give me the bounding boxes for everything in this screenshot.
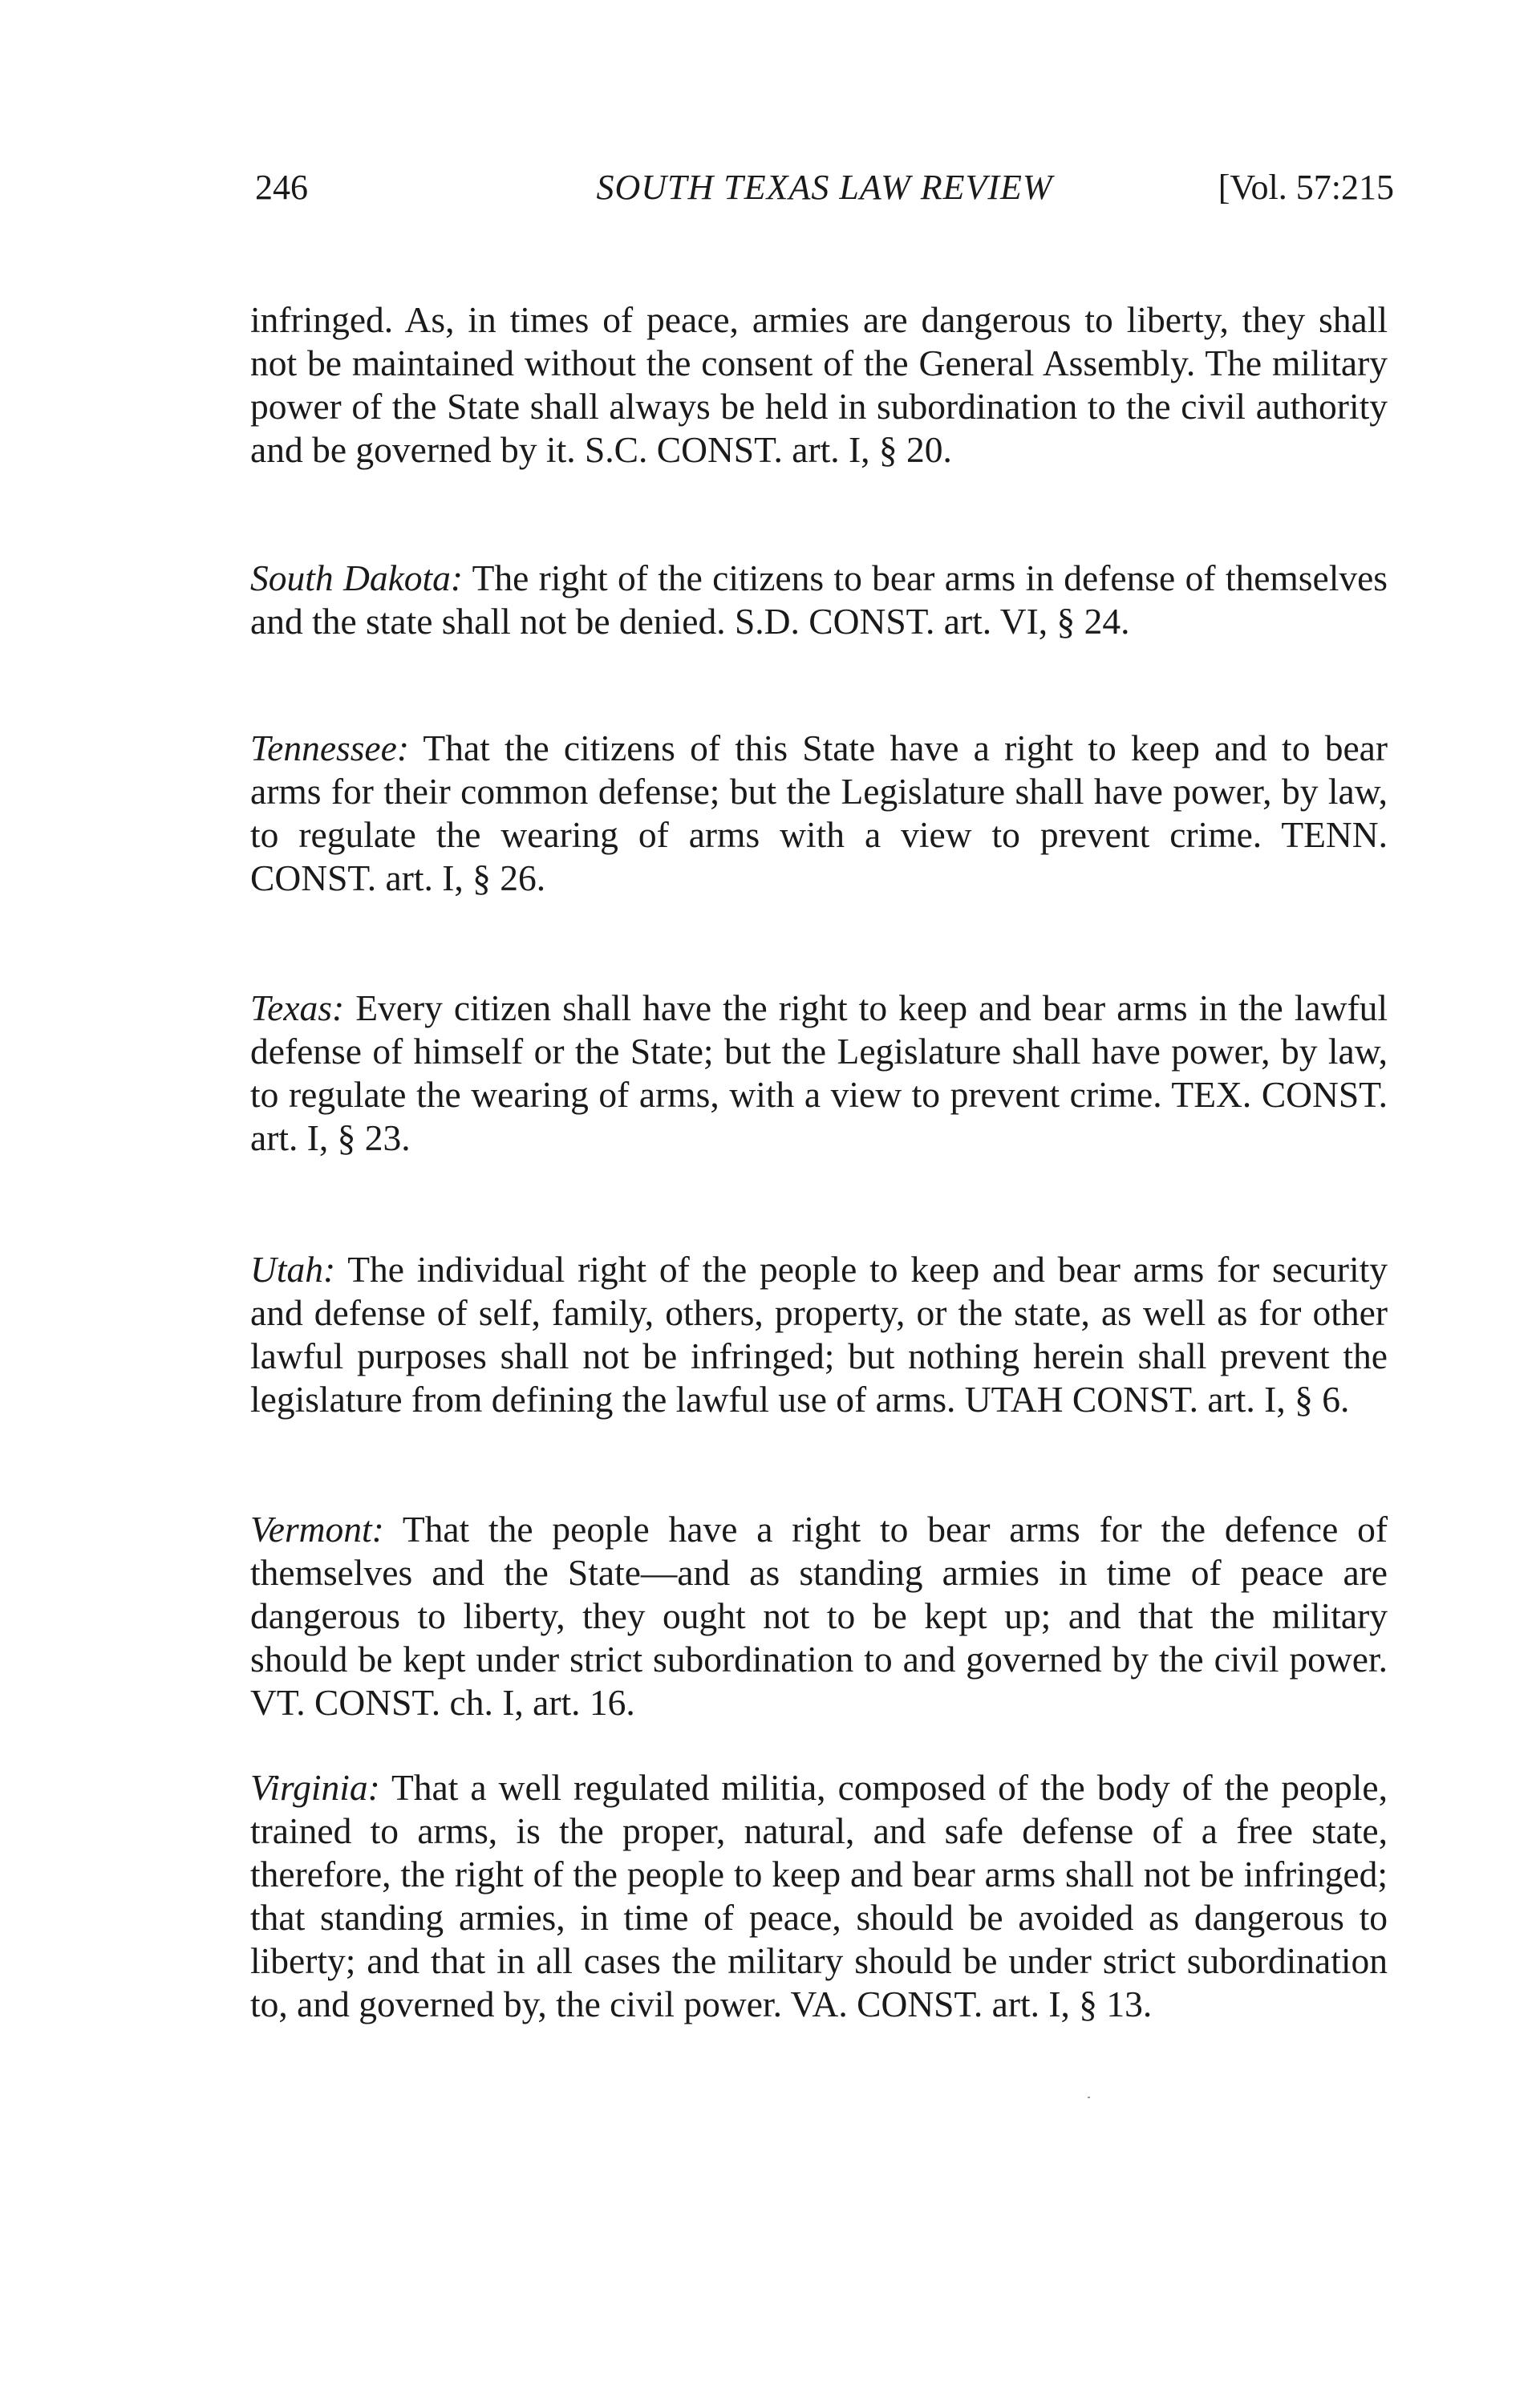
citation: UTAH CONST. art. I, § 6. bbox=[964, 1379, 1350, 1420]
paragraph-tennessee bbox=[250, 727, 1388, 900]
paragraph-virginia bbox=[250, 1766, 1388, 2026]
citation: S.C. CONST. art. I, § 20. bbox=[584, 429, 952, 470]
citation: TEX. CONST. art. I, § 23. bbox=[250, 1074, 1388, 1158]
provision-text: The individual right of the people to keep and bear arms for security and defense of self, family, others, property, or the state, as well as for other lawful purposes shall not be infringed; but nothing herein shall prevent the legislature from defining the lawful use of arms. bbox=[250, 1249, 1388, 1420]
journal-title: SOUTH TEXAS LAW REVIEW bbox=[596, 168, 1053, 207]
citation: S.D. CONST. art. VI, § 24. bbox=[734, 601, 1130, 642]
state-name: Texas: bbox=[250, 987, 345, 1028]
provision-text: infringed. As, in times of peace, armies are dangerous to liberty, they shall not be maintained without the consent of the General Assembly. The military power of the State shall always be held in subordination to the civil authority and be governed by it. bbox=[250, 299, 1388, 470]
page-number: 246 bbox=[255, 168, 308, 207]
provision-text: That the people have a right to bear arms for the defence of themselves and the State—and as standing armies in time of peace are dangerous to liberty, they ought not to be kept up; and that the military should be kept under strict subordination to and governed by the civil power. bbox=[250, 1509, 1388, 1680]
state-name: Virginia: bbox=[250, 1767, 380, 1808]
provision-text: That the citizens of this State have a right to keep and to bear arms for their common defense; but the Legislature shall have power, by law, to regulate the wearing of arms with a view to prevent crime. bbox=[250, 727, 1388, 855]
scan-speck bbox=[1088, 2097, 1090, 2098]
paragraph-utah bbox=[250, 1248, 1388, 1421]
state-name: Tennessee: bbox=[250, 727, 409, 768]
provision-text: The right of the citizens to bear arms in defense of themselves and the state shall not be denied. bbox=[250, 557, 1388, 642]
paragraph-south-dakota bbox=[250, 557, 1388, 643]
citation: VT. CONST. ch. I, art. 16. bbox=[250, 1682, 635, 1723]
state-name: South Dakota: bbox=[250, 557, 464, 598]
page-header bbox=[255, 167, 1394, 215]
provision-text: That a well regulated militia, composed of the body of the people, trained to arms, is the proper, natural, and safe defense of a free state, therefore, the right of the people to keep and bear arms shall not be infringed; that standing armies, in time of peace, should be avoided as dangerous to liberty; and that in all cases the military should be under strict subordination to, and governed by, the civil power. bbox=[250, 1767, 1388, 2024]
citation: TENN. CONST. art. I, § 26. bbox=[250, 814, 1388, 898]
state-name: Utah: bbox=[250, 1249, 336, 1290]
body-text bbox=[250, 298, 1388, 2109]
citation: VA. CONST. art. I, § 13. bbox=[790, 1984, 1153, 2024]
paragraph-texas bbox=[250, 987, 1388, 1160]
paragraph-vermont bbox=[250, 1508, 1388, 1724]
state-name: Vermont: bbox=[250, 1509, 384, 1550]
volume-reference: [Vol. 57:215 bbox=[1218, 168, 1394, 207]
paragraph-south-carolina-continued bbox=[250, 298, 1388, 472]
provision-text: Every citizen shall have the right to keep and bear arms in the lawful defense of himself or the State; but the Legislature shall have power, by law, to regulate the wearing of arms, with a view to prevent crime. bbox=[250, 987, 1388, 1115]
